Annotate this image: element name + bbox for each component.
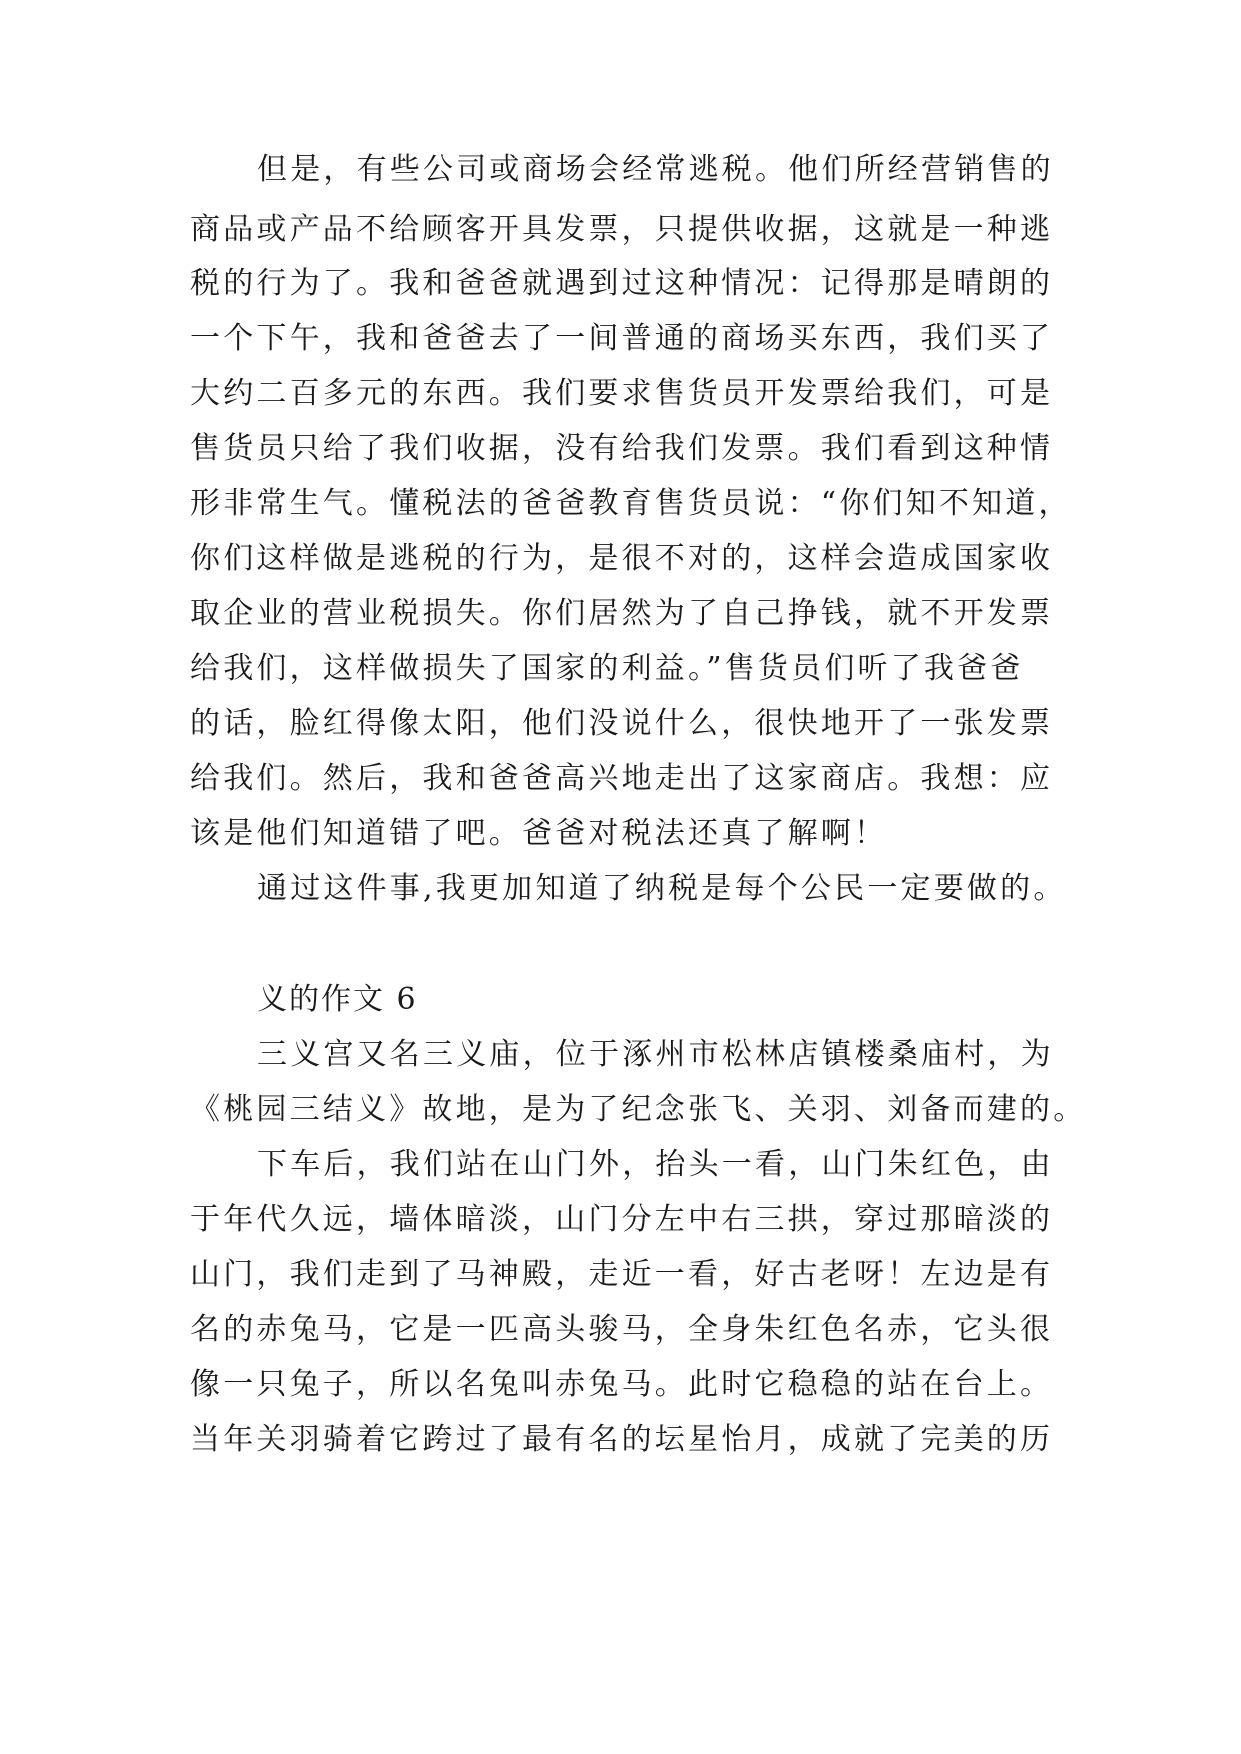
paragraph-line: 于年代久远，墙体暗淡，山门分左中右三拱，穿过那暗淡的	[190, 1202, 1054, 1237]
paragraph-line: 税的行为了。我和爸爸就遇到过这种情况：记得那是晴朗的	[190, 266, 1054, 301]
paragraph-line: 取企业的营业税损失。你们居然为了自己挣钱，就不开发票	[190, 596, 1054, 631]
paragraph-line: 名的赤兔马，它是一匹高头骏马，全身朱红色名赤，它头很	[190, 1312, 1054, 1347]
paragraph-line: 给我们，这样做损失了国家的利益。”售货员们听了我爸爸	[190, 651, 1024, 686]
paragraph-line: 三义宫又名三义庙，位于涿州市松林店镇楼桑庙村，为	[257, 1037, 1054, 1072]
paragraph-line: 通过这件事,我更加知道了纳税是每个公民一定要做的。	[257, 871, 1067, 906]
paragraph-line: 但是，有些公司或商场会经常逃税。他们所经营销售的	[257, 152, 1054, 187]
paragraph-line: 《桃园三结义》故地，是为了纪念张飞、关羽、刘备而建的。	[190, 1092, 1087, 1127]
paragraph-line: 当年关羽骑着它跨过了最有名的坛星怡月，成就了完美的历	[190, 1422, 1054, 1457]
paragraph-line: 该是他们知道错了吧。爸爸对税法还真了解啊！	[190, 816, 888, 851]
paragraph-line: 的话，脸红得像太阳，他们没说什么，很快地开了一张发票	[190, 706, 1054, 741]
paragraph-line: 下车后，我们站在山门外，抬头一看，山门朱红色，由	[257, 1147, 1054, 1182]
paragraph-line: 商品或产品不给顾客开具发票，只提供收据，这就是一种逃	[190, 212, 1054, 247]
paragraph-line: 售货员只给了我们收据，没有给我们发票。我们看到这种情	[190, 431, 1054, 466]
paragraph-line: 一个下午，我和爸爸去了一间普通的商场买东西，我们买了	[190, 321, 1054, 356]
paragraph-line: 大约二百多元的东西。我们要求售货员开发票给我们，可是	[190, 376, 1054, 411]
paragraph-line: 给我们。然后，我和爸爸高兴地走出了这家商店。我想：应	[190, 761, 1054, 796]
paragraph-line: 你们这样做是逃税的行为，是很不对的，这样会造成国家收	[190, 541, 1054, 576]
paragraph-line: 山门，我们走到了马神殿，走近一看，好古老呀！左边是有	[190, 1257, 1054, 1292]
paragraph-line: 像一只兔子，所以名兔叫赤兔马。此时它稳稳的站在台上。	[190, 1367, 1054, 1402]
section-title: 义的作文 6	[257, 982, 418, 1017]
paragraph-line: 形非常生气。懂税法的爸爸教育售货员说：“你们知不知道，	[190, 486, 1072, 521]
